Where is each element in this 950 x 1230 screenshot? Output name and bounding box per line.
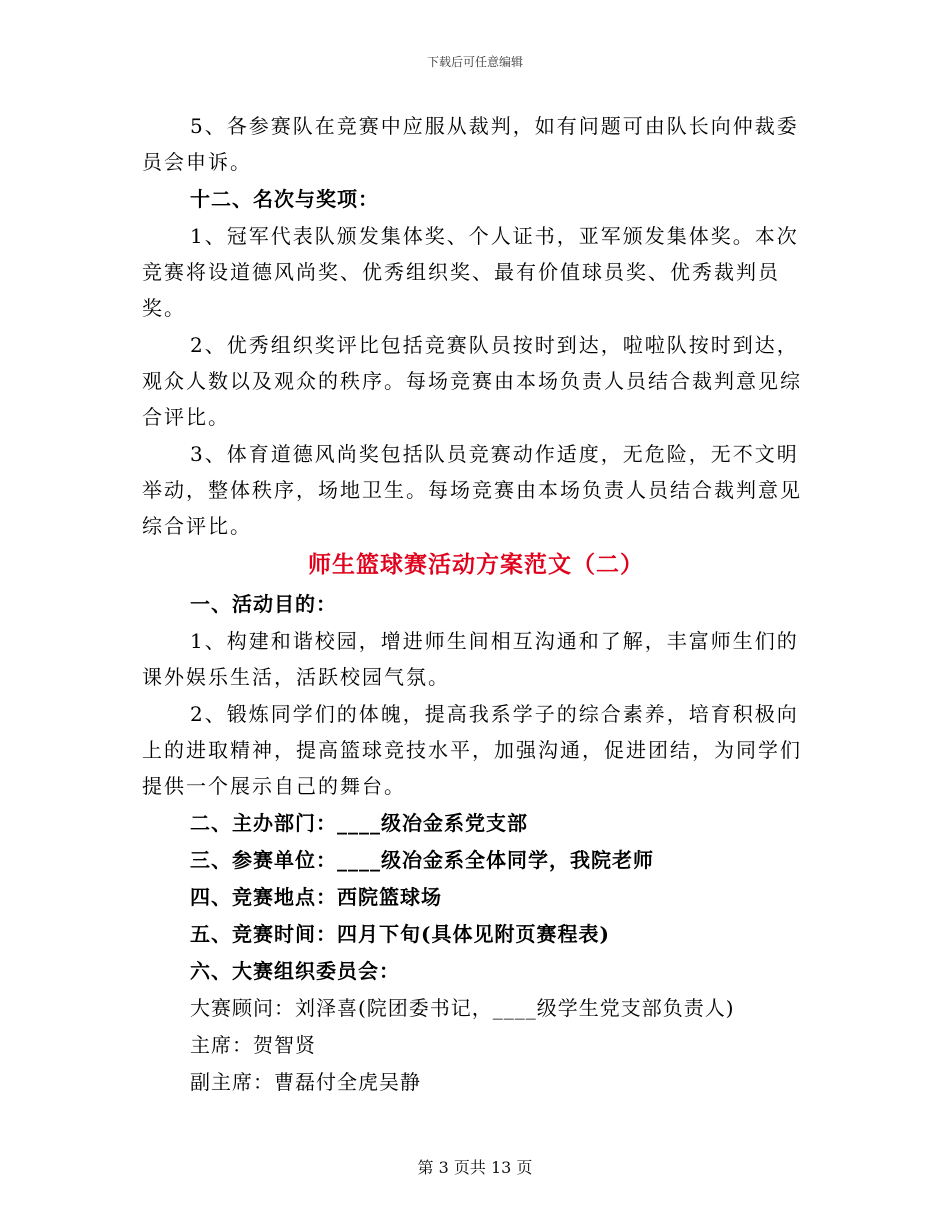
section-heading-committee: 六、大赛组织委员会： — [190, 959, 400, 983]
section-heading-ranking: 十二、名次与奖项： — [190, 187, 379, 211]
section-heading-organizer: 二、主办部门：____级冶金系党支部 — [190, 811, 528, 835]
paragraph-purpose-1: 1、构建和谐校园，增进师生间相互沟通和了解，丰富师生们的课外娱乐生活，活跃校园气氛。 — [142, 629, 799, 689]
paragraph-organization-award: 2、优秀组织奖评比包括竞赛队员按时到达，啦啦队按时到达，观众人数以及观众的秩序。每场竞赛由本场负责人员结合裁判意见综合评比。 — [142, 333, 802, 429]
section-heading-purpose: 一、活动目的： — [190, 592, 337, 616]
document-body — [142, 108, 810, 1101]
section-heading-venue: 四、竞赛地点：西院篮球场 — [190, 885, 442, 909]
section-heading-time: 五、竞赛时间：四月下旬(具体见附页赛程表) — [190, 922, 610, 946]
section-heading-participants: 三、参赛单位：____级冶金系全体同学，我院老师 — [190, 848, 654, 872]
paragraph-purpose-2: 2、锻炼同学们的体魄，提高我系学子的综合素养，培育积极向上的进取精神，提高篮球竞技水平，加强沟通，促进团结，为同学们提供一个展示自己的舞台。 — [142, 702, 802, 798]
paragraph-awards: 1、冠军代表队颁发集体奖、个人证书，亚军颁发集体奖。本次竞赛将设道德风尚奖、优秀组织奖、最有价值球员奖、优秀裁判员奖。 — [142, 224, 799, 320]
document-title: 师生篮球赛活动方案范文（二） — [308, 551, 644, 578]
committee-vice-chair: 副主席：曹磊付全虎吴静 — [190, 1070, 421, 1094]
committee-chair: 主席：贺智贤 — [190, 1033, 316, 1057]
paragraph-sportsmanship-award: 3、体育道德风尚奖包括队员竞赛动作适度，无危险，无不文明举动，整体秩序，场地卫生。每场竞赛由本场负责人员结合裁判意见综合评比。 — [142, 442, 802, 538]
page-number: 第 3 页共 13 页 — [417, 1158, 533, 1177]
header-note: 下载后可任意编辑 — [426, 55, 523, 69]
paragraph-appeal: 5、各参赛队在竞赛中应服从裁判，如有问题可由队长向仲裁委员会申诉。 — [142, 114, 799, 174]
committee-advisor: 大赛顾问：刘泽喜(院团委书记，____级学生党支部负责人) — [190, 996, 735, 1020]
